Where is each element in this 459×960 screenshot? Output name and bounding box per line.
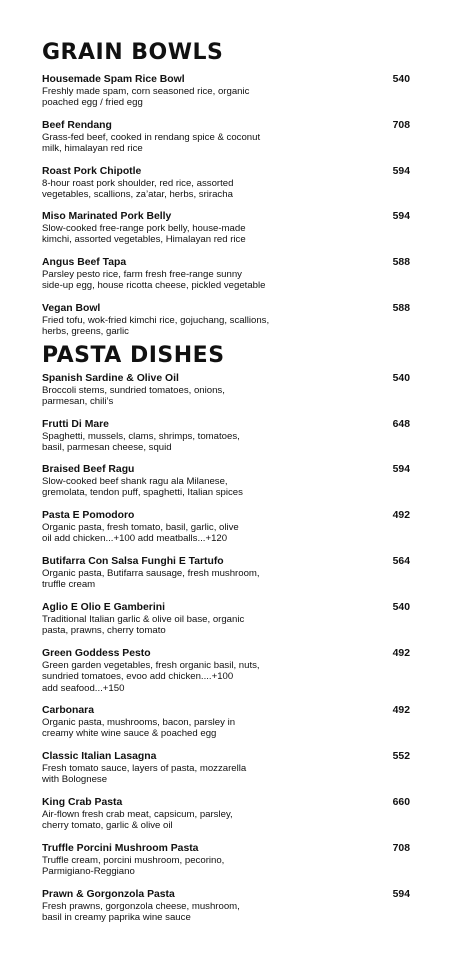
item-description: Traditional Italian garlic & olive oil base, organic pasta, prawns, cherry tomato xyxy=(42,614,245,637)
item-description: Air-flown fresh crab meat, capsicum, parsley, cherry tomato, garlic & olive oil xyxy=(42,809,233,832)
item-name: Miso Marinated Pork Belly xyxy=(42,211,172,222)
item-name: Beef Rendang xyxy=(42,120,112,131)
item-name: Aglio E Olio E Gamberini xyxy=(42,602,165,613)
item-description: Parsley pesto rice, farm fresh free-range sunny side-up egg, house ricotta cheese, pickled vegetable xyxy=(42,269,266,292)
item-price: 594 xyxy=(392,464,410,475)
item-price: 594 xyxy=(392,166,410,177)
item-name: Butifarra Con Salsa Funghi E Tartufo xyxy=(42,556,224,567)
item-description: Fresh tomato sauce, layers of pasta, mozzarella with Bolognese xyxy=(42,763,247,786)
item-name: Frutti Di Mare xyxy=(42,419,109,430)
item-description: Truffle cream, porcini mushroom, pecorino, Parmigiano-Reggiano xyxy=(42,855,225,878)
item-price: 588 xyxy=(392,257,410,268)
item-description: Organic pasta, mushrooms, bacon, parsley in creamy white wine sauce & poached egg xyxy=(42,717,236,740)
item-name: Braised Beef Ragu xyxy=(42,464,135,475)
item-price: 594 xyxy=(392,889,410,900)
item-name: Pasta E Pomodoro xyxy=(42,510,135,521)
item-price: 492 xyxy=(392,705,410,716)
item-name: Roast Pork Chipotle xyxy=(42,166,142,177)
item-price: 552 xyxy=(392,751,410,762)
item-description: Grass-fed beef, cooked in rendang spice & coconut milk, himalayan red rice xyxy=(42,132,261,155)
item-price: 594 xyxy=(392,211,410,222)
item-name: Vegan Bowl xyxy=(42,303,101,314)
item-name: Spanish Sardine & Olive Oil xyxy=(42,373,179,384)
item-description: Fried tofu, wok-fried kimchi rice, gojuchang, scallions, herbs, greens, garlic xyxy=(42,315,270,338)
item-description: Slow-cooked beef shank ragu ala Milanese, gremolata, tendon puff, spaghetti, Italian spices xyxy=(42,476,243,499)
item-description: 8-hour roast pork shoulder, red rice, assorted vegetables, scallions, za’atar, herbs, sriracha xyxy=(42,178,234,201)
item-name: Prawn & Gorgonzola Pasta xyxy=(42,889,175,900)
item-description: Broccoli stems, sundried tomatoes, onions, parmesan, chili’s xyxy=(42,385,225,408)
item-name: Truffle Porcini Mushroom Pasta xyxy=(42,843,199,854)
item-price: 660 xyxy=(392,797,410,808)
item-price: 540 xyxy=(392,602,410,613)
section-title-pasta-dishes: PASTA DISHES xyxy=(42,343,225,368)
item-price: 540 xyxy=(392,373,410,384)
item-price: 540 xyxy=(392,74,410,85)
item-description: Green garden vegetables, fresh organic basil, nuts, sundried tomatoes, evoo add chicken....+100 add seafood...+150 xyxy=(42,660,260,694)
item-price: 492 xyxy=(392,648,410,659)
item-price: 588 xyxy=(392,303,410,314)
item-price: 708 xyxy=(392,120,410,131)
item-description: Slow-cooked free-range pork belly, house-made kimchi, assorted vegetables, Himalayan red rice xyxy=(42,223,246,246)
item-name: Carbonara xyxy=(42,705,94,716)
item-description: Organic pasta, Butifarra sausage, fresh mushroom, truffle cream xyxy=(42,568,260,591)
section-title-grain-bowls: GRAIN BOWLS xyxy=(42,40,224,65)
item-price: 648 xyxy=(392,419,410,430)
item-name: Housemade Spam Rice Bowl xyxy=(42,74,185,85)
item-price: 708 xyxy=(392,843,410,854)
item-name: Classic Italian Lasagna xyxy=(42,751,157,762)
item-description: Spaghetti, mussels, clams, shrimps, tomatoes, basil, parmesan cheese, squid xyxy=(42,431,240,454)
item-price: 492 xyxy=(392,510,410,521)
item-description: Freshly made spam, corn seasoned rice, organic poached egg / fried egg xyxy=(42,86,250,109)
item-name: Angus Beef Tapa xyxy=(42,257,127,268)
item-name: Green Goddess Pesto xyxy=(42,648,151,659)
item-name: King Crab Pasta xyxy=(42,797,123,808)
item-price: 564 xyxy=(392,556,410,567)
item-description: Organic pasta, fresh tomato, basil, garlic, olive oil add chicken...+100 add meatballs...+120 xyxy=(42,522,239,545)
item-description: Fresh prawns, gorgonzola cheese, mushroom, basil in creamy paprika wine sauce xyxy=(42,901,240,924)
